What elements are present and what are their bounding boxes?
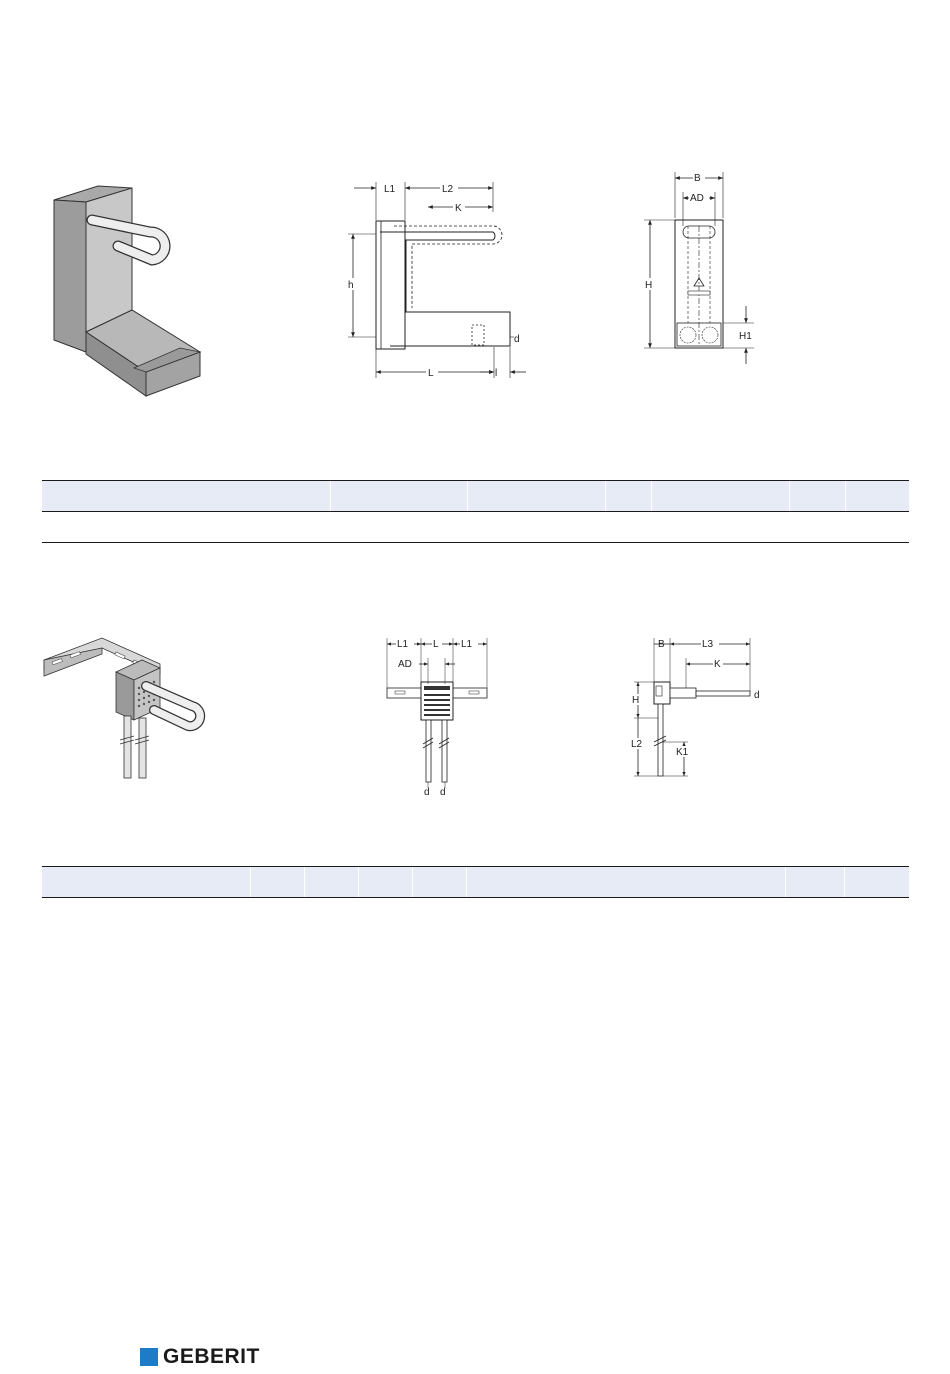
dim-label-l1-right: L1 — [461, 639, 473, 650]
dim-label-l2: L2 — [631, 739, 643, 750]
table-header-cell — [42, 867, 251, 897]
dim-label-h: H — [632, 695, 640, 706]
table-header-cell — [846, 481, 909, 511]
dim-label-h: h — [348, 280, 354, 291]
data-table-2 — [42, 866, 909, 898]
table-header-cell — [467, 867, 786, 897]
dim-label-l-small: l — [495, 368, 498, 379]
brand-name: GEBERIT — [163, 1345, 260, 1368]
dim-label-d: d — [754, 690, 760, 701]
table-header-cell — [251, 867, 305, 897]
table-header-cell — [652, 481, 790, 511]
dimension-drawing-side-2 — [628, 632, 768, 782]
table-header-cell — [413, 867, 467, 897]
dim-label-l1: L1 — [384, 184, 396, 195]
dim-label-b: B — [694, 173, 701, 184]
dim-label-ad: AD — [690, 193, 704, 204]
product-illustration-2 — [42, 630, 222, 782]
dim-label-k: K — [455, 203, 462, 214]
dim-label-l2: L2 — [442, 184, 454, 195]
dim-label-l1-left: L1 — [397, 639, 409, 650]
dim-label-h: H — [645, 280, 653, 291]
table-row — [42, 512, 909, 543]
table-header-cell — [331, 481, 468, 511]
table-header-cell — [786, 867, 845, 897]
dim-label-b: B — [658, 639, 665, 650]
table-header-cell — [606, 481, 652, 511]
dim-label-l: L — [433, 639, 439, 650]
table-header-cell — [790, 481, 846, 511]
table-header-cell — [305, 867, 359, 897]
data-table-1 — [42, 480, 909, 543]
dim-label-ad: AD — [398, 659, 412, 670]
dim-label-d: d — [514, 334, 520, 345]
dimension-drawing-front-2 — [383, 632, 493, 798]
table-header-cell — [468, 481, 606, 511]
table-header-cell — [845, 867, 909, 897]
table-header — [42, 866, 909, 898]
logo-square-icon — [140, 1348, 158, 1366]
brand-logo — [140, 1347, 260, 1367]
dim-label-h1: H1 — [739, 331, 752, 342]
dim-label-l3: L3 — [702, 639, 714, 650]
dim-label-d-right: d — [440, 787, 446, 798]
dim-label-k: K — [714, 659, 721, 670]
product-illustration-1 — [50, 182, 215, 402]
dim-label-l: L — [428, 368, 434, 379]
dimension-drawing-front-1 — [640, 168, 770, 368]
dimension-drawing-side-1 — [340, 172, 540, 387]
dim-label-k1: K1 — [676, 747, 689, 758]
dim-label-d-left: d — [424, 787, 430, 798]
table-header — [42, 480, 909, 512]
table-header-cell — [359, 867, 413, 897]
table-header-cell — [42, 481, 331, 511]
